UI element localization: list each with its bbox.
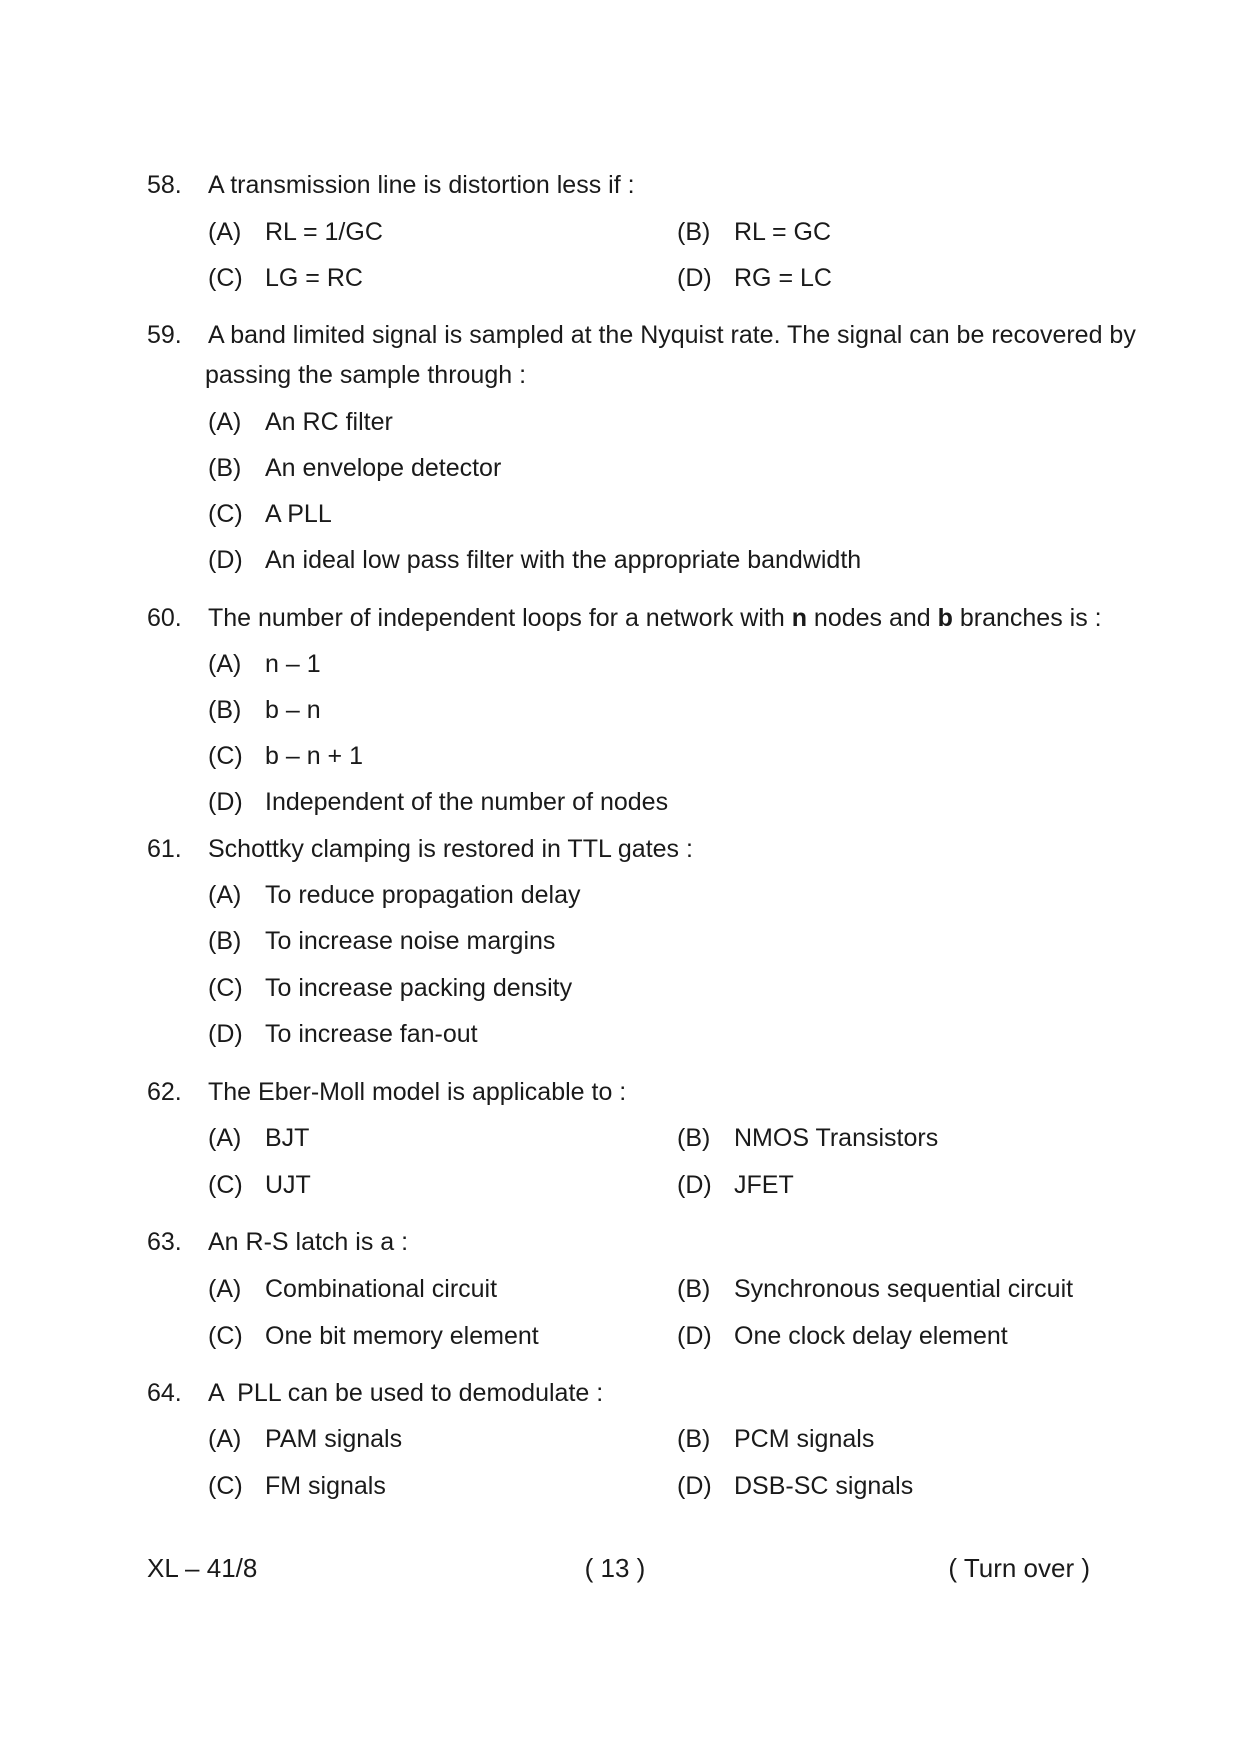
option-label: (A)	[208, 1275, 242, 1303]
option-label: (D)	[677, 264, 712, 292]
option-text: PAM signals	[265, 1425, 403, 1453]
option-label: (D)	[677, 1171, 712, 1199]
option-text: Synchronous sequential circuit	[734, 1275, 1074, 1303]
footer-turn-over: ( Turn over )	[948, 1553, 1090, 1583]
variable-b: b	[937, 604, 953, 632]
option-text: A PLL	[265, 500, 332, 528]
question-text: A transmission line is distortion less if :	[208, 171, 635, 199]
variable-n: n	[791, 604, 807, 632]
option-label: (C)	[208, 1472, 243, 1500]
question-number: 62.	[147, 1078, 182, 1106]
question-61	[147, 829, 1107, 869]
option-label: (D)	[208, 1020, 243, 1048]
option-label: (C)	[208, 500, 243, 528]
option-text: n – 1	[265, 650, 321, 678]
question-text-part: nodes and	[806, 604, 938, 632]
option-text: PCM signals	[734, 1425, 875, 1453]
option-text: RL = GC	[734, 218, 832, 246]
question-text-line2: passing the sample through :	[205, 361, 527, 389]
option-text: b – n	[265, 696, 321, 724]
option-label: (B)	[208, 927, 242, 955]
question-number: 64.	[147, 1379, 182, 1407]
question-number: 59.	[147, 321, 182, 349]
option-text: Independent of the number of nodes	[265, 788, 669, 816]
option-text: RL = 1/GC	[265, 218, 383, 246]
question-number: 63.	[147, 1228, 182, 1256]
option-label: (B)	[677, 1425, 711, 1453]
option-label: (A)	[208, 650, 242, 678]
question-62	[147, 1072, 1107, 1112]
option-label: (A)	[208, 881, 242, 909]
option-text: BJT	[265, 1124, 310, 1152]
option-text: NMOS Transistors	[734, 1124, 939, 1152]
option-label: (B)	[677, 1275, 711, 1303]
option-text: To increase fan-out	[265, 1020, 478, 1048]
option-text: An ideal low pass filter with the appropriate bandwidth	[265, 546, 862, 574]
option-label: (A)	[208, 1425, 242, 1453]
option-text: Combinational circuit	[265, 1275, 498, 1303]
question-58	[147, 165, 1107, 205]
footer-page-number: ( 13 )	[584, 1553, 646, 1583]
option-text: b – n + 1	[265, 742, 363, 770]
option-text: An RC filter	[265, 408, 393, 436]
option-label: (D)	[677, 1322, 712, 1350]
footer-code: XL – 41/8	[147, 1553, 258, 1583]
option-label: (C)	[208, 1171, 243, 1199]
question-number: 61.	[147, 835, 182, 863]
option-label: (A)	[208, 408, 242, 436]
option-text: JFET	[734, 1171, 794, 1199]
option-label: (C)	[208, 974, 243, 1002]
question-64	[147, 1373, 1107, 1413]
option-label: (C)	[208, 742, 243, 770]
option-label: (A)	[208, 1124, 242, 1152]
option-text: DSB-SC signals	[734, 1472, 914, 1500]
option-text: To reduce propagation delay	[265, 881, 581, 909]
option-text: One clock delay element	[734, 1322, 1008, 1350]
option-text: RG = LC	[734, 264, 832, 292]
option-text: To increase noise margins	[265, 927, 556, 955]
option-text: FM signals	[265, 1472, 386, 1500]
option-text: LG = RC	[265, 264, 363, 292]
question-text: The Eber-Moll model is applicable to :	[208, 1078, 627, 1106]
question-text: An R-S latch is a :	[208, 1228, 409, 1256]
option-label: (D)	[677, 1472, 712, 1500]
option-text: To increase packing density	[265, 974, 573, 1002]
option-label: (B)	[208, 696, 242, 724]
option-text: An envelope detector	[265, 454, 502, 482]
option-text: One bit memory element	[265, 1322, 539, 1350]
option-label: (D)	[208, 788, 243, 816]
option-label: (A)	[208, 218, 242, 246]
question-60	[147, 598, 1107, 638]
option-label: (C)	[208, 1322, 243, 1350]
option-label: (C)	[208, 264, 243, 292]
question-text: A PLL can be used to demodulate :	[208, 1379, 604, 1407]
question-63	[147, 1222, 1107, 1262]
question-text-part: branches is :	[952, 604, 1102, 632]
option-label: (B)	[677, 218, 711, 246]
question-text: Schottky clamping is restored in TTL gates :	[208, 835, 693, 863]
question-number: 58.	[147, 171, 182, 199]
question-number: 60.	[147, 604, 182, 632]
option-label: (D)	[208, 546, 243, 574]
question-59	[147, 315, 1136, 395]
option-text: UJT	[265, 1171, 311, 1199]
option-label: (B)	[677, 1124, 711, 1152]
option-label: (B)	[208, 454, 242, 482]
question-text-part: The number of independent loops for a network with	[208, 604, 792, 632]
question-text-line1: A band limited signal is sampled at the Nyquist rate. The signal can be recovered by	[208, 321, 1136, 349]
question-text	[208, 598, 1102, 638]
